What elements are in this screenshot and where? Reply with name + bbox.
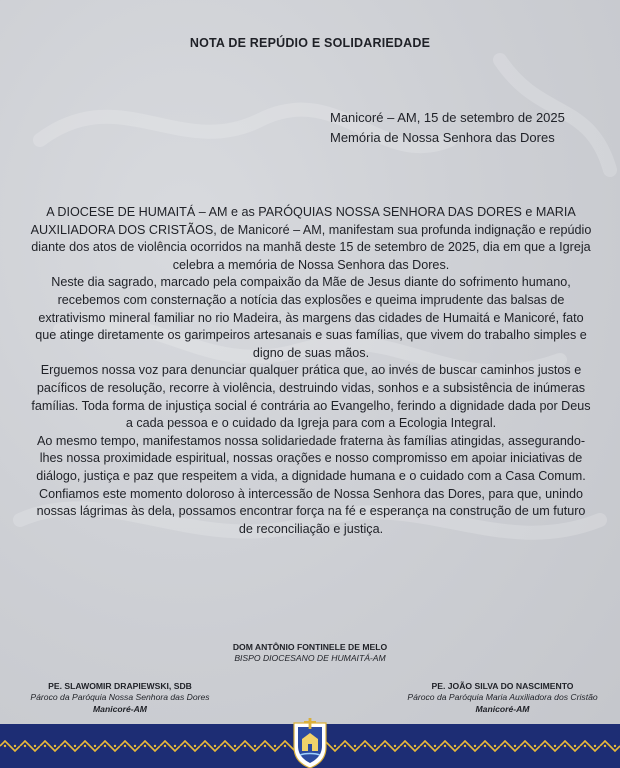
signature-bishop [160,642,460,664]
signature-role: BISPO DIOCESANO DE HUMAITÁ-AM [234,653,386,663]
signature-name: PE. JOÃO SILVA DO NASCIMENTO [431,681,574,691]
signature-location: Manicoré-AM [475,704,530,714]
signature-name: DOM ANTÔNIO FONTINELE DE MELO [232,642,388,652]
signature-role: Pároco da Paróquia Nossa Senhora das Dores [30,692,210,702]
diocese-crest-icon [291,717,329,768]
signature-right [385,681,620,715]
paragraph: Neste dia sagrado, marcado pela compaixão da Mãe de Jesus diante do sofrimento humano, recebemos com consternação a notícia das explosões e queima imprudente das balsas de extrativismo mineral familiar no rio Madeira, às margens das cidades de Humaitá e Manicoré, fato que atinge diretamente os garimpeiros artesanais e suas famílias, que vivem do trabalho simples e digno de suas mãos. [35,275,587,360]
signature-role: Pároco da Paróquia Maria Auxiliadora dos Cristão [407,692,598,702]
paragraph: A DIOCESE DE HUMAITÁ – AM e as PARÓQUIAS NOSSA SENHORA DAS DORES e MARIA AUXILIADORA DOS CRISTÃOS, de Manicoré – AM, manifestam sua profunda indignação e repúdio diante dos atos de violência ocorridos na manhã deste 15 de setembro de 2025, dia em que a Igreja celebra a memória de Nossa Senhora das Dores. [30,205,592,272]
date-block [330,108,565,148]
letter-body [28,204,594,538]
signature-location: Manicoré-AM [93,704,147,714]
date-line: Manicoré – AM, 15 de setembro de 2025 [330,110,565,125]
signature-name: PE. SLAWOMIR DRAPIEWSKI, SDB [48,681,192,691]
paragraph: Erguemos nossa voz para denunciar qualquer prática que, ao invés de buscar caminhos justos e pacíficos de resolução, recorre à violência, destruindo vidas, sonhos e a subsistência de inúmeras famílias. Toda forma de injustiça social é contrária ao Evangelho, ferindo a dignidade dada por Deus a cada pessoa e o cuidado da Igreja para com a Ecologia Integral. [31,363,591,431]
paragraph: Ao mesmo tempo, manifestamos nossa solidariedade fraterna às famílias atingidas, assegurando-lhes nossa proximidade espiritual, nossas orações e nosso compromisso em apoiar iniciativas de diálogo, justiça e paz que respeitem a vida, a dignidade humana e o cuidado com a Casa Comum. [36,433,586,483]
page-title: NOTA DE REPÚDIO E SOLIDARIEDADE [189,36,431,50]
memorial-line: Memória de Nossa Senhora das Dores [330,130,555,145]
signature-left [0,681,240,715]
paragraph: Confiamos este momento doloroso à intercessão de Nossa Senhora das Dores, para que, unindo nossas lágrimas às dela, possamos encontrar força na fé e esperança na construção de um futuro de reconciliação e justiça. [36,486,586,536]
